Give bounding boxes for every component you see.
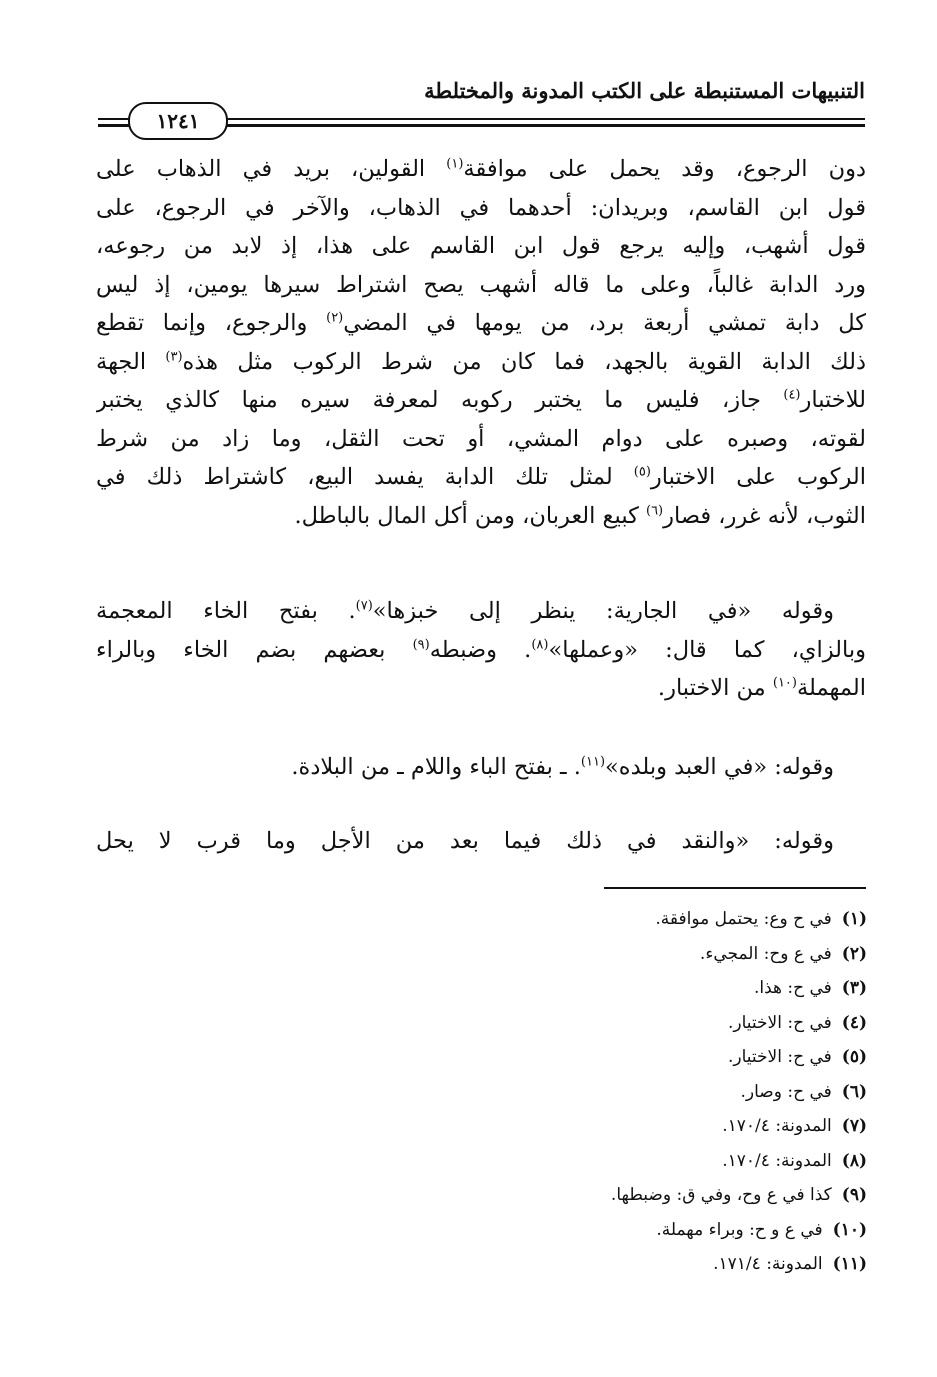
text-segment: من الاختبار. bbox=[657, 675, 773, 701]
text-line bbox=[96, 150, 866, 189]
footnote-item bbox=[147, 937, 867, 972]
footnote-ref[interactable]: (٥) bbox=[633, 464, 651, 480]
footnote-number: (٢) bbox=[841, 943, 867, 964]
footnote-item bbox=[147, 971, 867, 1006]
footnote-number: (٣) bbox=[841, 978, 867, 998]
text-line bbox=[96, 420, 866, 459]
footnote-text: في ح وع: يحتمل موافقة. bbox=[655, 909, 832, 929]
footnote-ref[interactable]: (٧) bbox=[355, 598, 373, 614]
footnote-number: (١١) bbox=[832, 1254, 867, 1274]
footnote-ref[interactable]: (٦) bbox=[645, 503, 664, 518]
text-segment: والرجوع، وإنما تقطع bbox=[96, 310, 327, 336]
text-segment: وقوله: «والنقد في ذلك فيما بعد من الأجل وما قرب لا يحل bbox=[96, 828, 834, 854]
footnote-ref[interactable]: (٤) bbox=[783, 387, 801, 403]
footnote-text: في ع و ح: وبراء مهملة. bbox=[656, 1219, 823, 1240]
text-segment: قول ابن القاسم، وبريدان: أحدهما في الذهاب، والآخر في الرجوع، على bbox=[96, 194, 866, 221]
text-segment: الركوب على الاختبار bbox=[650, 464, 866, 490]
text-line bbox=[96, 343, 866, 382]
footnote-item bbox=[147, 1213, 867, 1248]
footnote-ref[interactable]: (١٠) bbox=[772, 675, 797, 691]
text-line bbox=[96, 669, 866, 708]
text-segment: . وضبطه bbox=[429, 636, 532, 663]
text-segment: القولين، بريد في الذهاب على bbox=[96, 156, 447, 182]
text-segment: كبيع العربان، ومن أكل المال بالباطل. bbox=[294, 502, 646, 529]
text-segment: المهملة bbox=[796, 675, 866, 701]
text-segment: قول أشهب، وإليه يرجع قول ابن القاسم على هذا، إذ لابد من رجوعه، bbox=[96, 233, 866, 259]
footnote-ref[interactable]: (٨) bbox=[531, 637, 549, 652]
footnote-text: المدونة: ١٧٠/٤. bbox=[722, 1150, 832, 1171]
footnote-number: (٦) bbox=[841, 1081, 867, 1102]
paragraph-2 bbox=[96, 592, 866, 708]
footnote-number: (١٠) bbox=[832, 1219, 867, 1240]
paragraph-4 bbox=[96, 822, 866, 861]
text-segment: الثوب، لأنه غرر، فصار bbox=[663, 502, 866, 529]
text-segment: جاز، فليس ما يختبر ركوبه لمعرفة سيره منها كالذي يختبر bbox=[96, 387, 784, 413]
text-segment: وقوله: «في العبد وبلده» bbox=[605, 754, 834, 780]
footnote-ref[interactable]: (٣) bbox=[165, 349, 183, 364]
running-title: التنبيهات المستنبطة على الكتب المدونة والمختلطة bbox=[424, 78, 865, 103]
footnote-text: في ح: وصار. bbox=[740, 1081, 832, 1102]
footnote-text: كذا في ع وح، وفي ق: وضبطها. bbox=[610, 1185, 832, 1205]
footnote-item bbox=[147, 1247, 867, 1282]
footnote-number: (٤) bbox=[841, 1012, 867, 1033]
text-line bbox=[96, 304, 866, 343]
footnote-number: (٩) bbox=[841, 1185, 867, 1205]
footnote-item bbox=[147, 1178, 867, 1213]
paragraph-1 bbox=[96, 150, 866, 535]
footnote-text: في ع وح: المجيء. bbox=[699, 943, 832, 964]
footnote-text: المدونة: ١٧١/٤. bbox=[713, 1254, 823, 1274]
text-segment: الجهة bbox=[96, 348, 166, 375]
page-number: ١٢٤١ bbox=[128, 102, 228, 140]
text-segment: دون الرجوع، وقد يحمل على موافقة bbox=[463, 156, 866, 182]
footnote-text: في ح: الاختيار. bbox=[727, 1047, 832, 1067]
footnote-item bbox=[147, 1075, 867, 1110]
footnote-item bbox=[147, 1040, 867, 1075]
text-line bbox=[96, 227, 866, 266]
text-segment: لقوته، وصبره على دوام المشي، أو تحت الثقل، وما زاد من شرط bbox=[96, 425, 866, 452]
footnote-item bbox=[147, 902, 867, 937]
footnote-text: المدونة: ١٧٠/٤. bbox=[722, 1116, 832, 1136]
text-segment: للاختبار bbox=[800, 387, 866, 413]
footnote-item bbox=[147, 1109, 867, 1144]
text-segment: كل دابة تمشي أربعة برد، من يومها في المضي bbox=[343, 310, 866, 336]
footnote-number: (٥) bbox=[841, 1047, 867, 1067]
text-line bbox=[96, 822, 866, 861]
text-line bbox=[96, 497, 866, 536]
text-line bbox=[96, 266, 866, 305]
text-segment: ورد الدابة غالباً، وعلى ما قاله أشهب يصح اشتراط سيرها يومين، إذ ليس bbox=[96, 271, 866, 298]
footnote-ref[interactable]: (١١) bbox=[580, 754, 606, 770]
footnote-ref[interactable]: (٢) bbox=[326, 310, 344, 326]
paragraph-3 bbox=[96, 748, 866, 787]
text-segment: . ـ بفتح الباء واللام ـ من البلادة. bbox=[291, 754, 581, 780]
footnote-text: في ح: هذا. bbox=[753, 978, 832, 998]
text-segment: لمثل تلك الدابة يفسد البيع، كاشتراط ذلك في bbox=[96, 464, 634, 490]
footnote-ref[interactable]: (١) bbox=[446, 156, 464, 172]
text-line bbox=[96, 189, 866, 228]
text-line bbox=[96, 381, 866, 420]
text-line bbox=[96, 458, 866, 497]
text-line bbox=[96, 748, 866, 787]
footnote-item bbox=[147, 1144, 867, 1179]
text-segment: بعضهم بضم الخاء وبالراء bbox=[96, 636, 413, 663]
text-segment: ذلك الدابة القوية بالجهد، فما كان من شرط الركوب مثل هذه bbox=[182, 348, 866, 375]
text-line bbox=[96, 592, 866, 631]
text-segment: . بفتح الخاء المعجمة bbox=[96, 598, 356, 624]
text-segment: وبالزاي، كما قال: «وعملها» bbox=[548, 636, 866, 663]
text-segment: وقوله «في الجارية: ينظر إلى خبزها» bbox=[372, 598, 835, 624]
footnote-number: (١) bbox=[841, 909, 867, 929]
text-line bbox=[96, 631, 866, 670]
footnote-ref[interactable]: (٩) bbox=[412, 637, 430, 652]
footnote-text: في ح: الاختيار. bbox=[727, 1012, 832, 1033]
footnote-number: (٨) bbox=[841, 1150, 867, 1171]
footnote-separator bbox=[604, 887, 866, 889]
footnote-number: (٧) bbox=[841, 1116, 867, 1136]
footnotes bbox=[147, 902, 867, 1282]
footnote-item bbox=[147, 1006, 867, 1041]
